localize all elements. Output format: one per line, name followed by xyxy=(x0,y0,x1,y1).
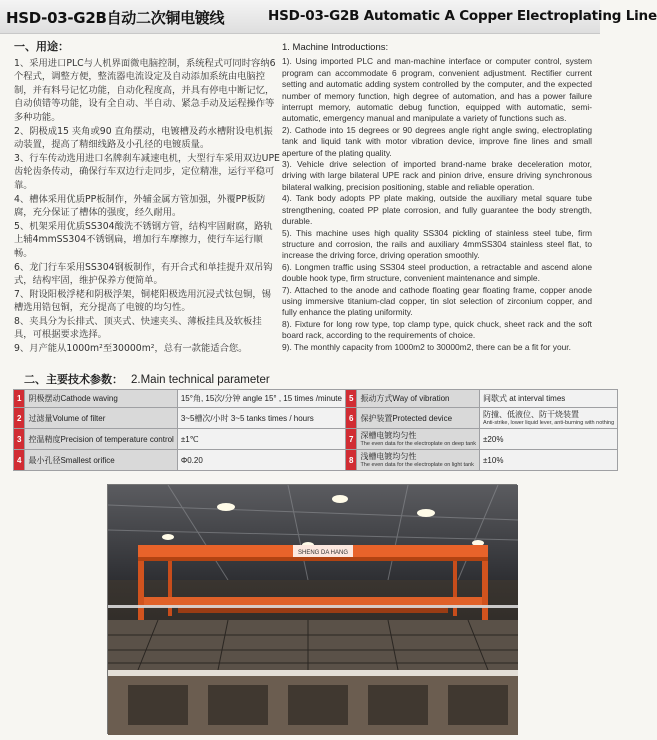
param-number: 1 xyxy=(14,390,25,408)
param-label-note: The even data for the electroplate on light tank xyxy=(360,462,474,468)
uses-item-cn-7: 7、附设阳极浮栳和阴极浮架，铜栳阳极选用沉浸式钛包铜，锡槽选用锆包铜，充分提高了电镀的均匀性。 xyxy=(14,288,271,314)
param-value: ±1℃ xyxy=(177,429,345,450)
uses-item-en-6: 6). Longmen traffic using SS304 steel production, a retractable and ascend alone double hook type, firm structure, convenient maintenance and simple. xyxy=(282,261,592,284)
table-row xyxy=(14,390,618,408)
param-value: 3~5槽次/小时 3~5 tanks times / hours xyxy=(177,408,345,429)
param-value: ±10% xyxy=(480,450,618,471)
uses-item-cn-8: 8、夹具分为长排式、顶夹式、快速夹头、薄板挂具及软板挂具，可根据要求选择。 xyxy=(14,315,262,341)
params-heading-cn: 二、主要技术参数： xyxy=(24,373,123,386)
param-label: 控温精度Precision of temperature control xyxy=(25,429,177,450)
uses-heading-cn: 一、用途： xyxy=(14,40,69,53)
param-value: Φ0.20 xyxy=(177,450,345,471)
uses-item-en-4: 4). Tank body adopts PP plate making, outside the auxiliary metal square tube strengthening, coated PP plate corrosion, and fully guarantee the body strength, durable. xyxy=(282,193,592,227)
table-row xyxy=(14,450,618,471)
uses-item-en-3: 3). Vehicle drive selection of imported brand-name brake deceleration motor, driving with large bilateral UPE rack and pinion drive, ensure driving synchronous bilateral walking, precision positioning, stable and reliable operation. xyxy=(282,159,592,192)
title-english: HSD-03-G2B Automatic A Copper Electroplating Line xyxy=(268,8,657,24)
param-value-with-note xyxy=(480,408,618,429)
params-table xyxy=(13,389,618,471)
uses-chinese-column xyxy=(14,40,280,356)
param-value: 15°角, 15次/分钟 angle 15° , 15 times /minute xyxy=(177,390,345,408)
uses-item-cn-4: 4、槽体采用优质PP板制作，外辅金属方管加强，外覆PP板防腐，充分保证了槽体的强度，经久耐用。 xyxy=(14,193,266,219)
params-heading-en: 2.Main technical parameter xyxy=(131,374,270,386)
uses-item-en-2: 2). Cathode into 15 degrees or 90 degrees angle right angle swing, electroplating tank and liquid tank with motor vibration device, improve fine lines and small aperture of the plating quality. xyxy=(282,124,592,158)
param-label: 最小孔径Smallest orifice xyxy=(25,450,177,471)
photo-sign-text: SHENG DA HANG xyxy=(297,550,349,556)
param-label: 保护装置Protected device xyxy=(357,408,480,429)
uses-heading-en: 1. Machine Introductions: xyxy=(282,42,389,53)
param-number: 2 xyxy=(14,408,25,429)
param-value: 间歇式 at interval times xyxy=(480,390,618,408)
param-label: 阴极摆动Cathode waving xyxy=(25,390,177,408)
production-line-photo xyxy=(107,484,517,734)
uses-item-cn-5: 5、机架采用优质SS304酸洗不锈钢方管，结构牢固耐腐，路轨上辅4mmSS304不锈钢扁，增加行车摩擦力，使行车运行顺畅。 xyxy=(14,220,273,259)
uses-item-en-7: 7). Attached to the anode and cathode floating gear floating frame, copper anode using immersive titanium-clad copper, tin slot selection of zirconium copper, and fully enhance the plating uniformity. xyxy=(282,284,592,318)
uses-item-cn-9: 9、月产能从1000m²至30000m²，总有一款能适合您。 xyxy=(14,343,248,355)
table-row xyxy=(14,408,618,429)
params-heading xyxy=(24,371,270,387)
param-label: 过滤量Volume of filter xyxy=(25,408,177,429)
uses-item-en-8: 8). Fixture for long row type, top clamp type, quick chuck, sheet rack and the soft board rack, according to the requirements of choice. xyxy=(282,318,592,341)
param-label-with-note xyxy=(357,450,480,471)
uses-item-en-5: 5). This machine uses high quality SS304 pickling of stainless steel tube, firm structure and corrosion, the rails and auxiliary 4mmSS304 stainless steel flat, to increase the driving force, driving operation smoothly. xyxy=(282,227,592,261)
uses-item-en-1: 1). Using imported PLC and man-machine interface or computer control, system program can accommodate 6 program, convenient adjustment. Rectifier current setting and automatic adding system controlled by the computer, and the expected number of memory function, high degree of automation, and has a power failure interrupt memory, automatic debug function, equipped with automatic, semi-automatic, emergency manual and manipulate a variety of functions such as. xyxy=(282,56,592,124)
param-label-note: The even data for the electroplate on deep tank xyxy=(360,441,477,447)
param-value: ±20% xyxy=(480,429,618,450)
param-number: 8 xyxy=(345,450,356,471)
param-number: 7 xyxy=(345,429,356,450)
param-label: 振动方式Way of vibration xyxy=(357,390,480,408)
param-label: 深槽电镀均匀性 xyxy=(360,431,417,440)
table-row xyxy=(14,429,618,450)
plating-line-illustration xyxy=(108,485,518,735)
uses-item-cn-2: 2、阴极成15 夹角或90 直角摆动，电镀槽及药水槽附设电机振动装置，提高了精细线路及小孔径的电镀质量。 xyxy=(14,125,273,151)
title-bar xyxy=(0,0,657,34)
title-chinese: HSD-03-G2B自动二次铜电镀线 xyxy=(6,9,225,27)
param-number: 3 xyxy=(14,429,25,450)
uses-item-cn-6: 6、龙门行车采用SS304钢板制作，有开合式和单挂提升双吊钩式，结构牢固，维护保养方便简单。 xyxy=(14,261,273,287)
param-value: 防撞、低液位、防干烧装置 xyxy=(483,410,580,419)
uses-item-en-9: 9). The monthly capacity from 1000m2 to 30000m2, there can be a fit for your. xyxy=(282,341,571,352)
param-label-with-note xyxy=(357,429,480,450)
param-number: 6 xyxy=(345,408,356,429)
uses-english-column xyxy=(282,42,592,353)
param-label: 浅槽电镀均匀性 xyxy=(360,452,417,461)
param-number: 5 xyxy=(345,390,356,408)
param-value-note: Anti-strike, lower liquid lever, anti-burning with nothing xyxy=(483,420,615,426)
uses-item-cn-3: 3、行车传动选用进口名牌刹车减速电机，大型行车采用双边UPE齿轮齿条传动，确保行车双边行走同步，定位精准，运行平稳可靠。 xyxy=(14,152,280,191)
uses-item-cn-1: 1、采用进口PLC与人机界面微电脑控制，系统程式可同时容纳6个程式，调整方便，整流器电流设定及自动添加系统由电脑控制，并有料号记忆功能，自动化程度高，并具有停电中断记忆，自动侦错等功能，设有全自动、半自动、紧急手动及运程操作等多种功能。 xyxy=(14,57,276,123)
param-number: 4 xyxy=(14,450,25,471)
